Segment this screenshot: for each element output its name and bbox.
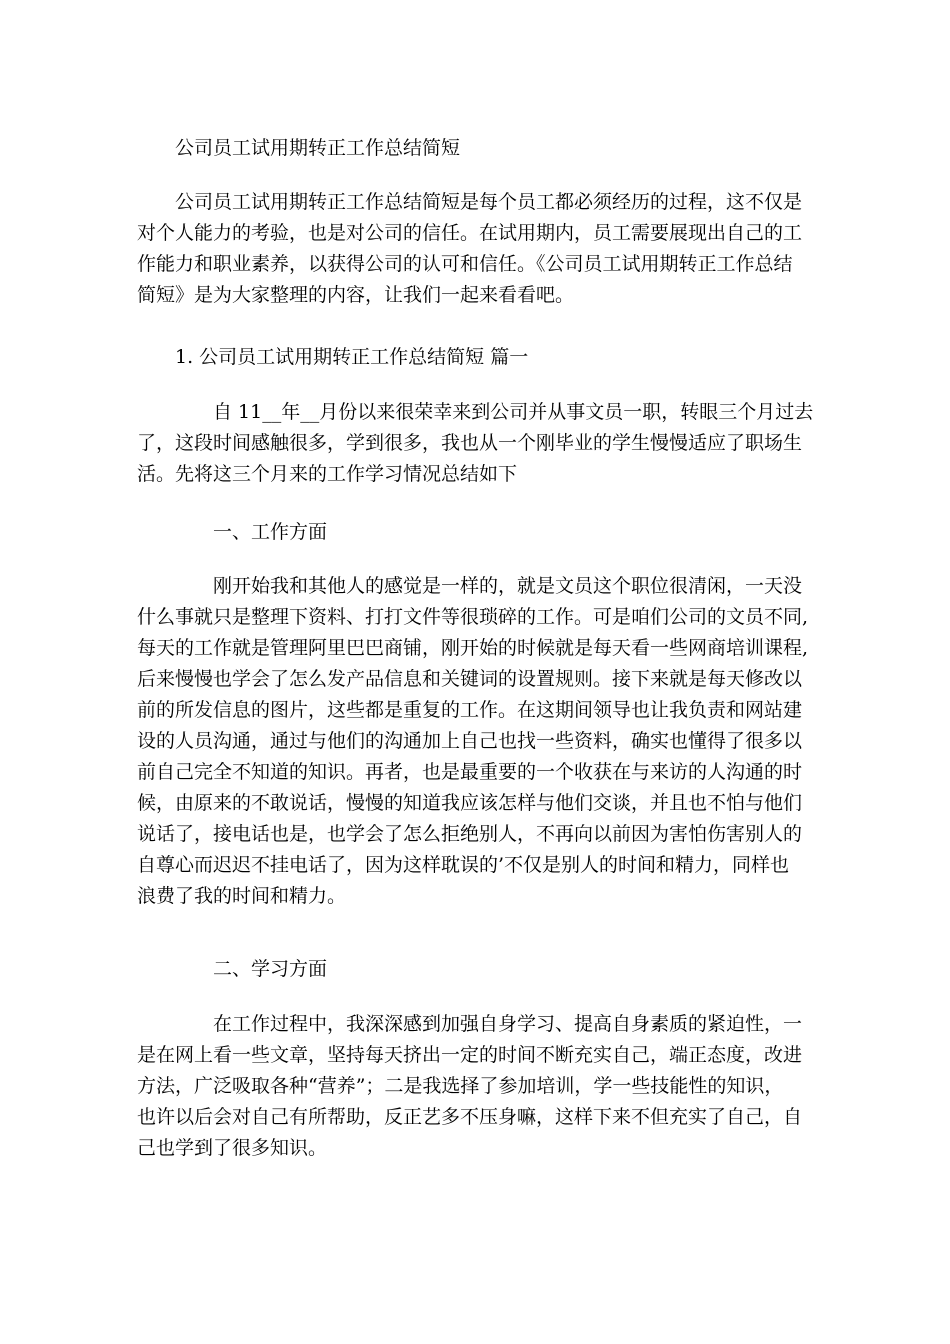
work-intro-paragraph xyxy=(137,397,813,490)
paragraph-line: 什么事就只是整理下资料、打打文件等很琐碎的工作。可是咱们公司的文员不同, xyxy=(137,606,809,628)
paragraph-line: 说话了，接电话也是，也学会了怎么拒绝别人，不再向以前因为害怕伤害别人的 xyxy=(137,823,803,845)
intro-line: 对个人能力的考验，也是对公司的信任。在试用期内，员工需要展现出自己的工 xyxy=(137,222,803,244)
paragraph-line: 方法，广泛吸取各种“营养”；二是我选择了参加培训，学一些技能性的知识， xyxy=(137,1075,784,1097)
paragraph-line: 后来慢慢也学会了怎么发产品信息和关键词的设置规则。接下来就是每天修改以 xyxy=(137,668,803,690)
intro-line: 公司员工试用期转正工作总结简短是每个员工都必须经历的过程，这不仅是 xyxy=(175,191,803,213)
paragraph-line: 浪费了我的时间和精力。 xyxy=(137,885,347,907)
heading-line: 1. 公司员工试用期转正工作总结简短 篇一 xyxy=(175,346,529,368)
paragraph-line: 在工作过程中，我深深感到加强自身学习、提高自身素质的紧迫性，一 xyxy=(213,1013,803,1035)
heading-line: 一、工作方面 xyxy=(213,521,328,543)
paragraph-line: 设的人员沟通，通过与他们的沟通加上自己也找一些资料，确实也懂得了很多以 xyxy=(137,730,803,752)
study-aspect-paragraph xyxy=(137,1009,802,1164)
title-line: 公司员工试用期转正工作总结简短 xyxy=(175,137,461,159)
paragraph-line: 刚开始我和其他人的感觉是一样的，就是文员这个职位很清闲，一天没 xyxy=(213,575,803,597)
intro-paragraph xyxy=(137,187,802,311)
paragraph-line: 候，由原来的不敢说话，慢慢的知道我应该怎样与他们交谈，并且也不怕与他们 xyxy=(137,792,803,814)
paragraph-line: 自尊心而迟迟不挂电话了，因为这样耽误的’不仅是别人的时间和精力，同样也 xyxy=(137,854,790,876)
section1-heading xyxy=(175,342,528,373)
paragraph-line: 己也学到了很多知识。 xyxy=(137,1137,328,1159)
intro-line: 简短》是为大家整理的内容，让我们一起来看看吧。 xyxy=(137,284,575,306)
paragraph-line: 也许以后会对自己有所帮助，反正艺多不压身嘛，这样下来不但充实了自己，自 xyxy=(137,1106,803,1128)
paragraph-line: 活。先将这三个月来的工作学习情况总结如下 xyxy=(137,463,518,485)
paragraph-line: 前的所发信息的图片，这些都是重复的工作。在这期间领导也让我负责和网站建 xyxy=(137,699,803,721)
work-aspect-paragraph xyxy=(137,571,808,912)
heading-line: 二、学习方面 xyxy=(213,958,328,980)
paragraph-line: 前自己完全不知道的知识。再者，也是最重要的一个收获在与来访的人沟通的时 xyxy=(137,761,803,783)
work-aspect-heading xyxy=(213,517,327,548)
document-title xyxy=(175,133,460,164)
paragraph-line: 自 11__年__月份以来很荣幸来到公司并从事文员一职，转眼三个月过去 xyxy=(213,401,814,423)
paragraph-line: 每天的工作就是管理阿里巴巴商铺，刚开始的时候就是每天看一些网商培训课程, xyxy=(137,637,809,659)
paragraph-line: 是在网上看一些文章，坚持每天挤出一定的时间不断充实自己，端正态度，改进 xyxy=(137,1044,803,1066)
study-aspect-heading xyxy=(213,954,327,985)
paragraph-line: 了，这段时间感触很多，学到很多，我也从一个刚毕业的学生慢慢适应了职场生 xyxy=(137,432,803,454)
intro-line: 作能力和职业素养，以获得公司的认可和信任。《公司员工试用期转正工作总结 xyxy=(137,253,793,275)
